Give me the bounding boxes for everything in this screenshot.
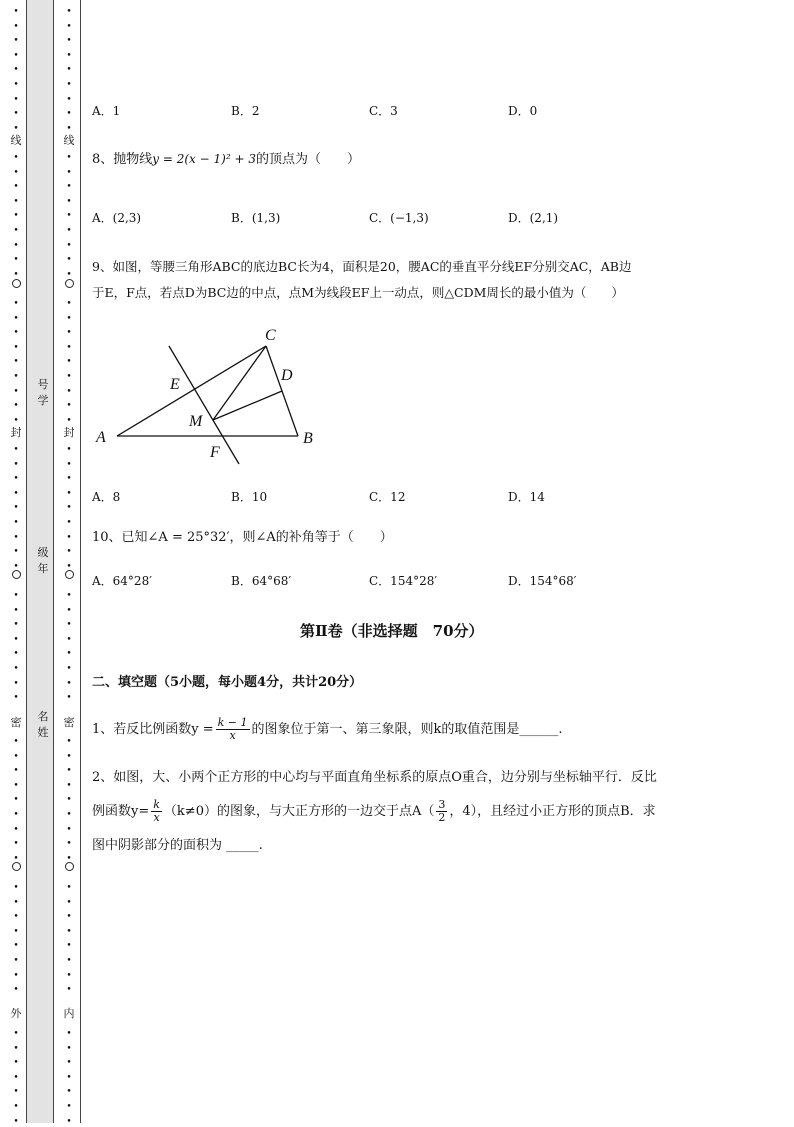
q7-option-a[interactable]: A．1 (92, 104, 121, 118)
cut-dot: • (13, 591, 19, 601)
cut-dot: • (66, 401, 72, 411)
q8-suffix: 的顶点为（ ） (255, 152, 360, 167)
label-a: A (96, 429, 106, 446)
cut-dot: • (66, 1044, 72, 1054)
f1-prefix: 1、若反比例函数y = (92, 722, 214, 737)
cut-dot: • (66, 839, 72, 849)
margin-char: 密 (10, 716, 22, 729)
cut-dot: • (66, 474, 72, 484)
cut-dot: • (66, 635, 72, 645)
cut-dot: • (66, 620, 72, 630)
cut-dot: • (13, 503, 19, 513)
section-subtitle: 二、填空题（5小题，每小题4分，共计20分） (92, 675, 363, 690)
cut-dot: • (13, 22, 19, 32)
cut-dot: • (13, 664, 19, 674)
f2-denominator: x (153, 811, 160, 824)
f1-suffix: 的图象位于第一、第三象限，则k的取值范围是______. (251, 722, 563, 737)
cut-dot: • (13, 1044, 19, 1054)
cut-dot: • (66, 95, 72, 105)
cut-dot: • (13, 883, 19, 893)
cut-dot: • (66, 211, 72, 221)
cut-dot: • (13, 299, 19, 309)
cut-dot: • (66, 445, 72, 455)
fill-question-1 (92, 712, 563, 748)
cut-dot: • (66, 372, 72, 382)
cut-dot: • (13, 153, 19, 163)
cut-dot: • (66, 328, 72, 338)
cut-dot: • (13, 401, 19, 411)
cut-dot: • (66, 781, 72, 791)
margin-char: 外 (10, 1007, 22, 1020)
question-8 (92, 150, 360, 169)
cut-dot: • (66, 985, 72, 995)
cut-dot: • (66, 153, 72, 163)
triangle-figure (90, 320, 330, 470)
label-e: E (170, 376, 180, 393)
cut-dot: • (66, 825, 72, 835)
f2-fraction-k (151, 799, 162, 824)
q9-option-a[interactable]: A．8 (92, 490, 121, 504)
f2-text-a: 例函数y= (92, 804, 150, 819)
cut-dot: • (13, 635, 19, 645)
q10-option-c[interactable]: C．154°28′ (369, 574, 438, 588)
question-9-line2: 于E，F点，若点D为BC边的中点，点M为线段EF上一动点，则△CDM周长的最小值为（ ） (92, 285, 624, 300)
cut-dot: • (13, 241, 19, 251)
cut-dot: • (13, 752, 19, 762)
cut-dot: • (13, 562, 19, 572)
cut-dot: • (13, 971, 19, 981)
f1-fraction (216, 717, 250, 742)
f2-text-c: ，4），且经过小正方形的顶点B．求 (449, 804, 656, 819)
cut-dot: • (13, 255, 19, 265)
cut-dot: • (13, 854, 19, 864)
cut-dot: • (66, 65, 72, 75)
cut-dot: • (13, 51, 19, 61)
cut-dot: • (13, 941, 19, 951)
cut-dot: • (13, 679, 19, 689)
cut-dot: • (13, 211, 19, 221)
cut-dot: • (66, 941, 72, 951)
margin-rule (26, 0, 27, 1123)
q7-option-c[interactable]: C．3 (369, 104, 398, 118)
cut-dot: • (66, 182, 72, 192)
cut-dot: • (66, 80, 72, 90)
cut-dot: • (66, 1087, 72, 1097)
cut-dot: • (66, 664, 72, 674)
cut-dot: • (13, 109, 19, 119)
cut-dot: • (66, 51, 72, 61)
q8-option-c[interactable]: C．(−1,3) (369, 211, 429, 225)
cut-dot: • (66, 956, 72, 966)
cut-dot: • (13, 795, 19, 805)
cut-dot: • (66, 36, 72, 46)
cut-dot: • (13, 168, 19, 178)
circle-mark (12, 570, 21, 579)
cut-dot: • (13, 1117, 19, 1127)
field-label-number: 号 学 (37, 378, 49, 407)
cut-dot: • (66, 197, 72, 207)
cut-dot: • (13, 314, 19, 324)
circle-mark (65, 279, 74, 288)
cut-dot: • (13, 182, 19, 192)
cut-dot: • (13, 1073, 19, 1083)
cut-dot: • (13, 357, 19, 367)
label-f: F (210, 444, 220, 461)
cut-dot: • (66, 503, 72, 513)
cut-dot: • (13, 737, 19, 747)
cut-dot: • (13, 649, 19, 659)
q7-option-d[interactable]: D．0 (508, 104, 538, 118)
f2-numerator2: 3 (438, 798, 446, 811)
f2-denominator2: 2 (438, 811, 446, 824)
cut-dot: • (66, 518, 72, 528)
cut-dot: • (13, 65, 19, 75)
q8-option-b[interactable]: B．(1,3) (231, 211, 281, 225)
cut-dot: • (66, 314, 72, 324)
cut-dot: • (66, 795, 72, 805)
cut-dot: • (13, 1087, 19, 1097)
cut-dot: • (66, 737, 72, 747)
cut-dot: • (66, 241, 72, 251)
q8-formula: y = 2(x − 1)² + 3 (152, 152, 256, 166)
cut-dot: • (66, 1117, 72, 1127)
q9-option-c[interactable]: C．12 (369, 490, 406, 504)
cut-dot: • (66, 1073, 72, 1083)
cut-dot: • (66, 854, 72, 864)
cut-dot: • (13, 474, 19, 484)
cut-dot: • (66, 1058, 72, 1068)
cut-dot: • (13, 825, 19, 835)
q9-option-d[interactable]: D．14 (508, 490, 545, 504)
cut-dot: • (66, 416, 72, 426)
margin-char: 密 (63, 716, 75, 729)
cut-dot: • (13, 372, 19, 382)
cut-dot: • (13, 693, 19, 703)
cut-dot: • (13, 1102, 19, 1112)
cut-dot: • (13, 124, 19, 134)
cut-dot: • (66, 547, 72, 557)
cut-dot: • (13, 489, 19, 499)
cut-dot: • (13, 781, 19, 791)
circle-mark (65, 862, 74, 871)
field-label-class: 级 年 (37, 546, 49, 575)
cut-dot: • (66, 927, 72, 937)
cut-dot: • (13, 956, 19, 966)
cut-dot: • (13, 460, 19, 470)
margin-char: 线 (10, 134, 22, 147)
cut-dot: • (13, 547, 19, 557)
cut-dot: • (13, 766, 19, 776)
cut-dot: • (66, 1102, 72, 1112)
margin-char: 内 (63, 1007, 75, 1020)
cut-dot: • (66, 226, 72, 236)
cut-dot: • (66, 460, 72, 470)
q7-option-b[interactable]: B．2 (231, 104, 260, 118)
cut-dot: • (66, 1029, 72, 1039)
q10-option-a[interactable]: A．64°28′ (92, 574, 152, 588)
label-d: D (281, 367, 293, 384)
cut-dot: • (13, 985, 19, 995)
fill-question-2-line3: 图中阴影部分的面积为 _____. (92, 838, 263, 853)
margin-rule (53, 0, 54, 1123)
cut-dot: • (66, 898, 72, 908)
cut-dot: • (13, 387, 19, 397)
cut-dot: • (66, 255, 72, 265)
cut-dot: • (66, 810, 72, 820)
cut-dot: • (13, 328, 19, 338)
cut-dot: • (13, 36, 19, 46)
label-m: M (189, 413, 203, 430)
circle-mark (12, 279, 21, 288)
q10-option-d[interactable]: D．154°68′ (508, 574, 577, 588)
margin-rule (80, 0, 81, 1123)
q8-option-d[interactable]: D．(2,1) (508, 211, 559, 225)
cut-dot: • (13, 810, 19, 820)
cut-dot: • (13, 839, 19, 849)
cut-dot: • (66, 766, 72, 776)
q8-option-a[interactable]: A．(2,3) (92, 211, 142, 225)
cut-dot: • (66, 912, 72, 922)
margin-char: 线 (63, 134, 75, 147)
cut-dot: • (66, 606, 72, 616)
cut-dot: • (13, 226, 19, 236)
q10-option-b[interactable]: B．64°68′ (231, 574, 292, 588)
cut-dot: • (13, 1058, 19, 1068)
cut-dot: • (66, 752, 72, 762)
question-10: 10、已知∠A = 25°32′，则∠A的补角等于（ ） (92, 530, 393, 545)
q9-option-b[interactable]: B．10 (231, 490, 268, 504)
q8-prefix: 8、抛物线 (92, 152, 153, 167)
label-c: C (265, 327, 276, 344)
cut-dot: • (13, 7, 19, 17)
cut-dot: • (13, 270, 19, 280)
cut-dot: • (66, 387, 72, 397)
f2-text-b: （k≠0）的图象，与大正方形的一边交于点A（ (163, 804, 435, 819)
cut-dot: • (66, 591, 72, 601)
cut-dot: • (66, 168, 72, 178)
f1-numerator: k − 1 (217, 716, 248, 729)
margin-char: 封 (63, 426, 75, 439)
cut-dot: • (66, 533, 72, 543)
cut-dot: • (66, 971, 72, 981)
f2-fraction-coord (436, 799, 447, 824)
circle-mark (65, 570, 74, 579)
cut-dot: • (13, 1029, 19, 1039)
margin-char: 封 (10, 426, 22, 439)
cut-dot: • (13, 95, 19, 105)
field-label-name: 名 姓 (37, 710, 49, 739)
cut-dot: • (66, 343, 72, 353)
cut-dot: • (13, 343, 19, 353)
cut-dot: • (13, 416, 19, 426)
f1-denominator: x (229, 729, 236, 742)
cut-dot: • (66, 270, 72, 280)
cut-dot: • (66, 693, 72, 703)
f2-numerator: k (153, 798, 160, 811)
cut-dot: • (13, 80, 19, 90)
cut-dot: • (13, 533, 19, 543)
cut-dot: • (66, 124, 72, 134)
cut-dot: • (66, 883, 72, 893)
fill-question-2-line1: 2、如图，大、小两个正方形的中心均与平面直角坐标系的原点O重合，边分别与坐标轴平行．反比 (92, 770, 657, 785)
cut-dot: • (13, 912, 19, 922)
section-title: 第Ⅱ卷（非选择题 70分） (300, 622, 484, 640)
cut-dot: • (66, 489, 72, 499)
cut-dot: • (13, 927, 19, 937)
cut-dot: • (66, 649, 72, 659)
line-ef (169, 346, 239, 464)
cut-dot: • (13, 445, 19, 455)
cut-dot: • (66, 679, 72, 689)
cut-dot: • (13, 898, 19, 908)
fill-question-2-line2 (92, 795, 656, 829)
cut-dot: • (13, 606, 19, 616)
cut-dot: • (66, 562, 72, 572)
cut-dot: • (13, 518, 19, 528)
question-9-line1: 9、如图，等腰三角形ABC的底边BC长为4，面积是20，腰AC的垂直平分线EF分别交AC，AB边 (92, 259, 632, 274)
cut-dot: • (66, 109, 72, 119)
label-b: B (303, 430, 313, 447)
cut-dot: • (66, 22, 72, 32)
cut-dot: • (13, 197, 19, 207)
cut-dot: • (66, 299, 72, 309)
cut-dot: • (66, 7, 72, 17)
cut-dot: • (66, 357, 72, 367)
circle-mark (12, 862, 21, 871)
cut-dot: • (13, 620, 19, 630)
